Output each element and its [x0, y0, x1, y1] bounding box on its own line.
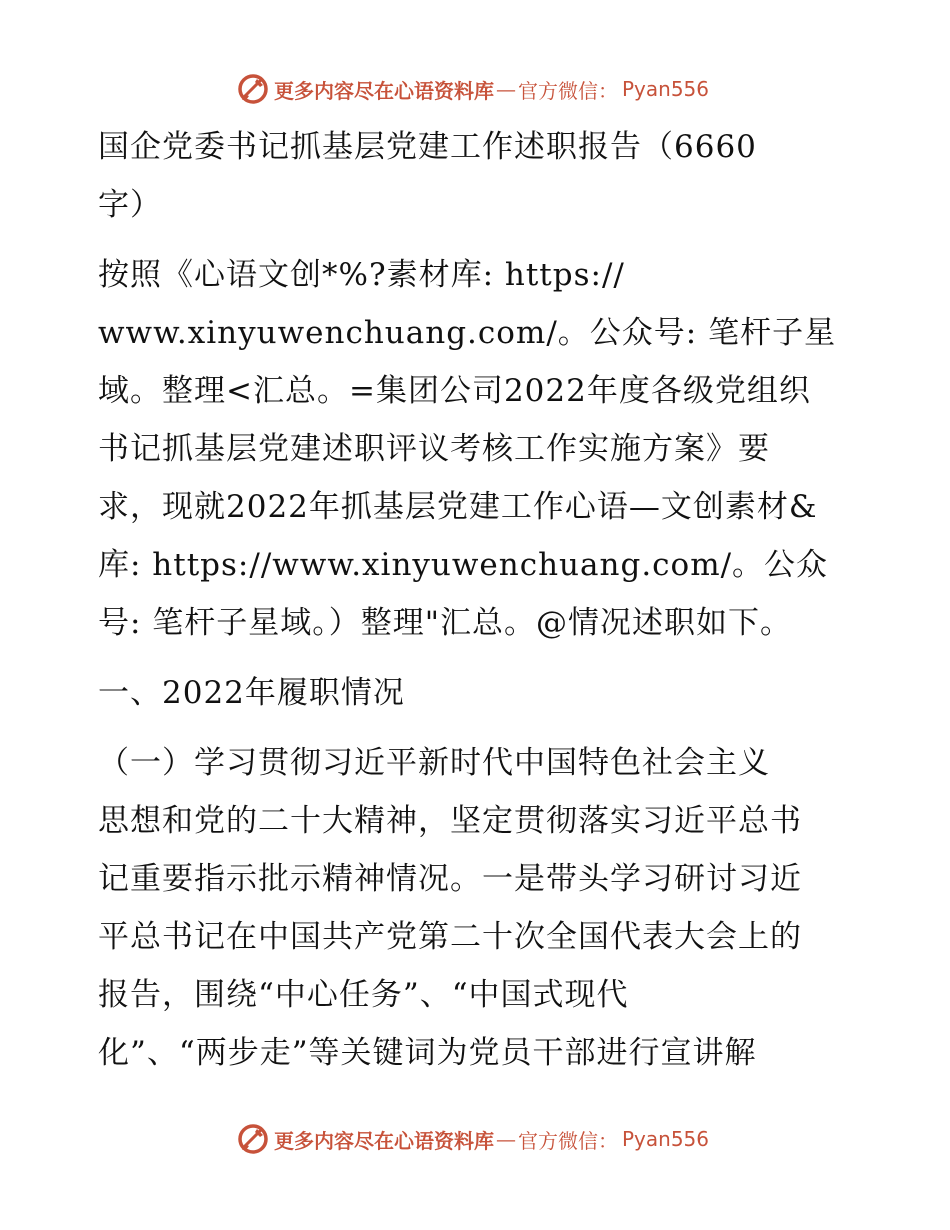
watermark-main-text: 更多内容尽在心语资料库	[274, 78, 494, 103]
intro-line: 求，现就2022年抓基层党建工作心语—文创素材&	[98, 489, 818, 525]
watermark-sub-text: 官方微信：	[518, 1128, 618, 1153]
watermark-wechat-id: Pyan556	[622, 77, 710, 101]
footer-watermark	[236, 1121, 709, 1157]
header-watermark	[236, 71, 709, 107]
watermark-wechat-id: Pyan556	[622, 1127, 710, 1151]
paragraph-line: 平总书记在中国共产党第二十次全国代表大会上的	[98, 919, 802, 955]
watermark-dash: —	[496, 77, 516, 101]
title-line: 国企党委书记抓基层党建工作述职报告（6660	[98, 129, 757, 165]
intro-line: 书记抓基层党建述职评议考核工作实施方案》要	[98, 431, 770, 467]
watermark-sub-text: 官方微信：	[518, 78, 618, 103]
intro-line: 按照《心语文创*%?素材库: https://	[98, 257, 625, 293]
document-body	[98, 118, 878, 1082]
intro-line: 域。整理<汇总。=集团公司2022年度各级党组织	[98, 373, 811, 409]
brush-logo-icon	[236, 72, 270, 106]
paragraph-line: 报告，围绕“中心任务”、“中国式现代	[98, 977, 629, 1013]
paragraph-line: （一）学习贯彻习近平新时代中国特色社会主义	[98, 745, 770, 781]
paragraph-line: 化”、“两步走”等关键词为党员干部进行宣讲解	[98, 1035, 757, 1071]
section-heading: 一、2022年履职情况	[98, 675, 405, 711]
watermark-main-text: 更多内容尽在心语资料库	[274, 1128, 494, 1153]
paragraph-line: 思想和党的二十大精神，坚定贯彻落实习近平总书	[98, 803, 802, 839]
paragraph-line: 记重要指示批示精神情况。一是带头学习研讨习近	[98, 861, 802, 897]
title-line: 字）	[98, 187, 162, 223]
intro-line: 号: 笔杆子星域。）整理"汇总。@情况述职如下。	[98, 605, 793, 641]
intro-line: www.xinyuwenchuang.com/。公众号: 笔杆子星	[98, 315, 837, 351]
intro-line: 库: https://www.xinyuwenchuang.com/。公众	[98, 547, 829, 583]
watermark-dash: —	[496, 1127, 516, 1151]
brush-logo-icon	[236, 1122, 270, 1156]
